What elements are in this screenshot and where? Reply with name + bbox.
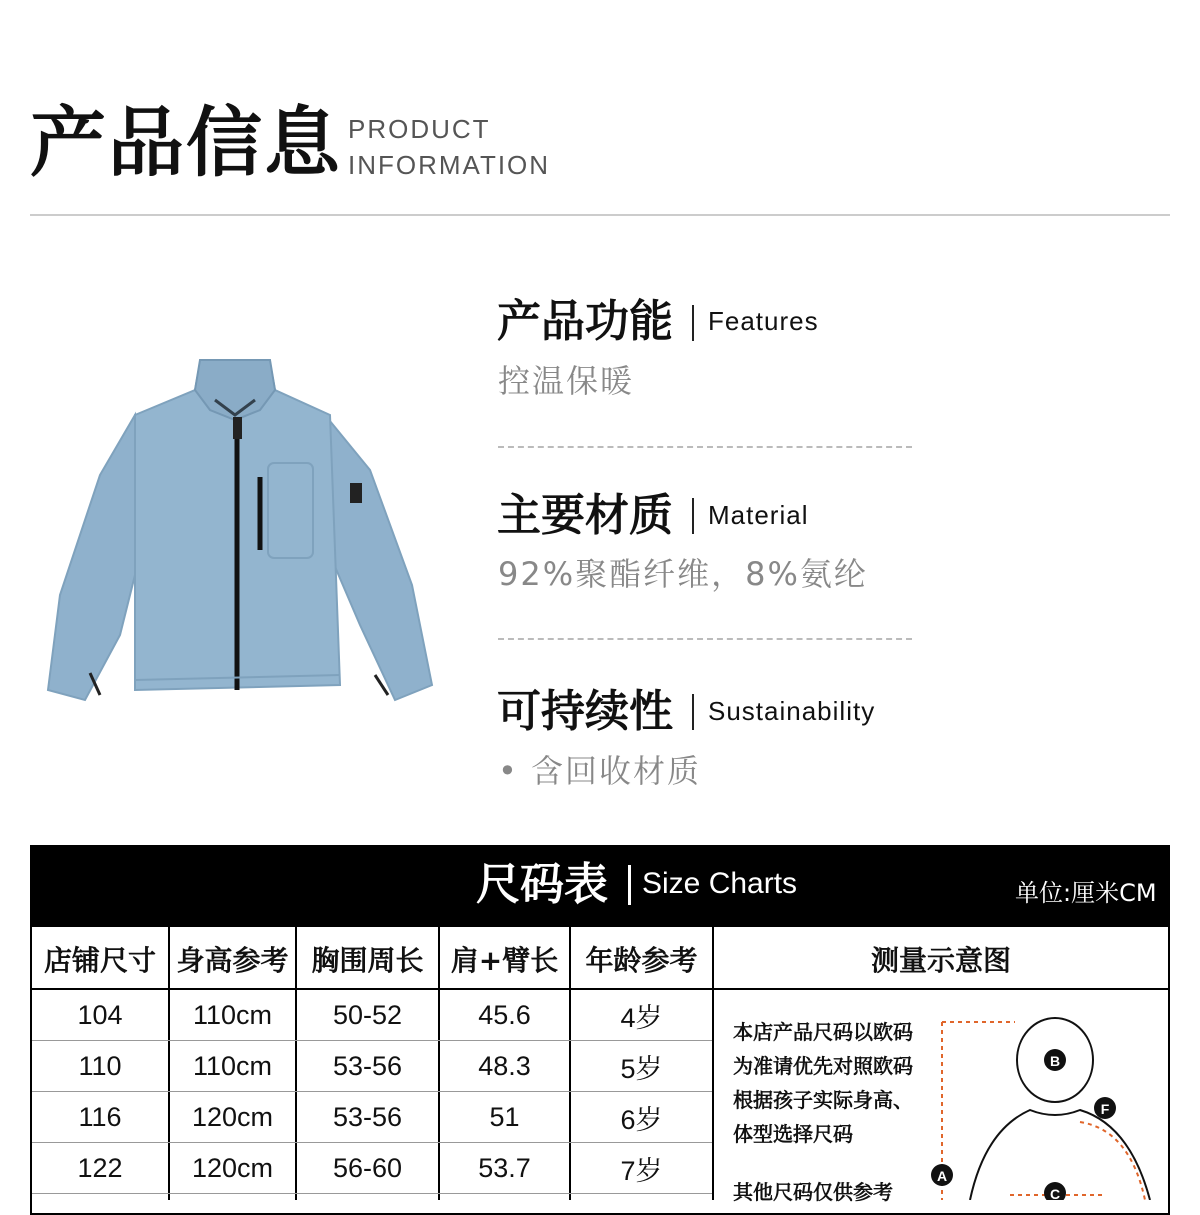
svg-text:A: A	[936, 1168, 948, 1184]
diagram-label-c	[1044, 1182, 1066, 1200]
table-cell: 7岁	[620, 1155, 663, 1186]
table-cell: 4岁	[620, 1002, 663, 1033]
svg-text:B: B	[1049, 1053, 1061, 1069]
size-chart-title-en: Size Charts	[642, 867, 798, 900]
section-features-separator	[692, 305, 694, 341]
table-cell: 120cm	[191, 1101, 274, 1132]
section-material-title-en: Material	[708, 500, 809, 530]
table-cell: 120cm	[191, 1152, 274, 1183]
measurement-diagram	[930, 1010, 1165, 1200]
table-cell: 122	[77, 1152, 123, 1183]
column-header-chest: 胸围周长	[311, 944, 424, 977]
table-cell: 110cm	[192, 999, 273, 1030]
header-divider	[30, 214, 1170, 216]
table-cell: 50-52	[332, 999, 403, 1030]
measurement-guide-text	[733, 1015, 943, 1209]
guide-line	[733, 1151, 943, 1175]
size-chart-title: 尺码表	[476, 859, 608, 910]
size-chart-unit: 单位:厘米CM	[1015, 879, 1157, 907]
diagram-label-b	[1044, 1049, 1066, 1071]
column-header-diagram: 测量示意图	[870, 944, 1011, 977]
table-cell: 53-56	[332, 1050, 403, 1081]
section-divider	[498, 638, 912, 640]
table-cell: 53-56	[332, 1101, 403, 1132]
guide-line: 本店产品尺码以欧码	[733, 1020, 913, 1044]
section-features-title: 产品功能	[497, 296, 673, 347]
table-cell: 56-60	[332, 1152, 403, 1183]
section-sustainability-title: 可持续性	[497, 686, 673, 737]
column-header-store-size: 店铺尺寸	[43, 944, 156, 977]
table-cell: 51	[489, 1101, 520, 1132]
section-sustainability-separator	[692, 694, 694, 730]
table-cell: 53.7	[478, 1152, 531, 1183]
page-subtitle-line1: PRODUCT	[348, 114, 491, 144]
section-material-title: 主要材质	[497, 490, 673, 541]
table-cell: 110	[78, 1050, 122, 1081]
section-sustainability-value: • 含回收材质	[498, 752, 702, 790]
guide-line: 其他尺码仅供参考	[733, 1180, 893, 1204]
page-subtitle-line2: INFORMATION	[348, 150, 551, 180]
column-header-age: 年龄参考	[585, 944, 698, 977]
table-cell: 6岁	[620, 1104, 663, 1135]
section-sustainability-title-en: Sustainability	[708, 696, 876, 726]
section-material-separator	[692, 498, 694, 534]
page-title: 产品信息	[30, 98, 342, 187]
section-features-value: 控温保暖	[498, 362, 635, 400]
size-chart-header	[30, 845, 1170, 925]
guide-line: 为准请优先对照欧码	[733, 1054, 913, 1078]
table-cell: 45.6	[478, 999, 531, 1030]
table-cell: 5岁	[620, 1053, 663, 1084]
product-image	[40, 355, 440, 715]
svg-text:C: C	[1049, 1186, 1061, 1200]
svg-text:F: F	[1100, 1101, 1110, 1117]
diagram-label-a	[931, 1164, 953, 1186]
table-cell: 116	[78, 1101, 122, 1132]
section-material-value: 92%聚酯纤维，8%氨纶	[498, 555, 868, 593]
table-cell: 48.3	[478, 1050, 531, 1081]
guide-line: 根据孩子实际身高、	[733, 1088, 913, 1112]
table-row-line	[32, 1193, 712, 1194]
diagram-label-f	[1094, 1097, 1116, 1119]
table-cell: 104	[77, 999, 123, 1030]
section-features-title-en: Features	[708, 306, 819, 336]
table-cell: 110cm	[192, 1050, 273, 1081]
size-chart-title-separator	[628, 865, 631, 905]
column-header-shoulder-arm: 肩+臂长	[450, 944, 559, 977]
section-divider	[498, 446, 912, 448]
column-header-height: 身高参考	[176, 944, 289, 977]
guide-line: 体型选择尺码	[733, 1122, 853, 1146]
